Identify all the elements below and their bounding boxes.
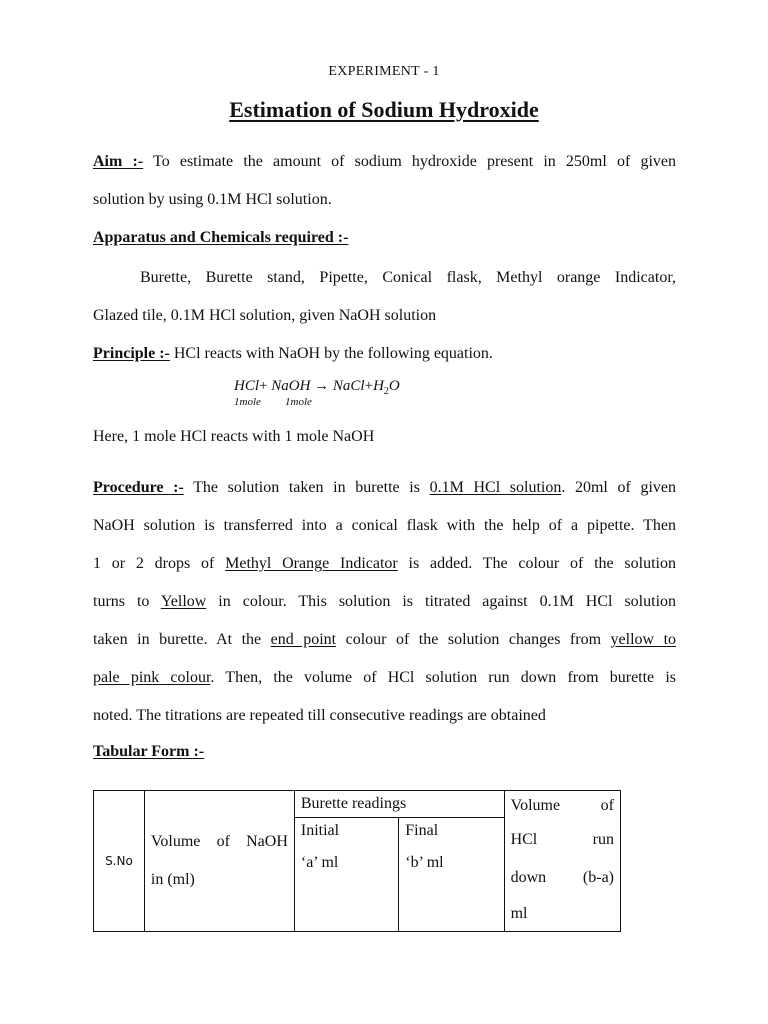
readings-table xyxy=(93,790,621,932)
header-initial-2: ‘a’ ml xyxy=(300,854,339,871)
procedure-line-1 xyxy=(93,469,676,507)
aim-heading: Aim :- xyxy=(93,153,144,170)
header-volume-hcl-1: Volume of xyxy=(510,797,614,814)
procedure-line-3 xyxy=(93,545,676,583)
header-volume-hcl xyxy=(504,791,620,932)
header-final-1: Final xyxy=(405,822,439,839)
eq-sub-2: 2 xyxy=(383,386,389,397)
apparatus-line-1: Burette, Burette stand, Pipette, Conical flask, Methyl orange Indicator, xyxy=(140,269,676,286)
eq-mole-2: 1mole xyxy=(285,396,312,408)
eq-plus: + xyxy=(259,378,268,394)
header-volume-naoh xyxy=(144,791,294,932)
procedure-text-4b: in colour. This solution is titrated against 0.1M HCl solution xyxy=(218,593,677,610)
page-title: Estimation of Sodium Hydroxide xyxy=(229,97,539,122)
header-initial xyxy=(294,818,398,932)
eq-o: O xyxy=(388,378,400,394)
reaction-equation xyxy=(234,378,400,397)
principle-note: Here, 1 mole HCl reacts with 1 mole NaOH xyxy=(93,428,375,445)
aim-text-1: To estimate the amount of sodium hydroxide present in 250ml of given xyxy=(153,153,677,170)
aim-line-1 xyxy=(93,143,676,181)
header-volume-naoh-2: in (ml) xyxy=(150,871,195,888)
procedure-underline-yellow: Yellow xyxy=(160,593,207,610)
procedure-line-5 xyxy=(93,621,676,659)
procedure-text-4a: turns to xyxy=(93,593,150,610)
header-volume-hcl-3: down (b-a) xyxy=(510,869,614,886)
procedure-underline-pale-pink: pale pink colour xyxy=(93,669,211,686)
procedure-text-1a: The solution taken in burette is xyxy=(193,479,420,496)
apparatus-heading: Apparatus and Chemicals required :- xyxy=(93,229,349,246)
aim-line-2: solution by using 0.1M HCl solution. xyxy=(93,191,332,208)
eq-mole-1: 1mole xyxy=(234,396,261,408)
tabular-heading: Tabular Form :- xyxy=(93,743,205,760)
procedure-line-6 xyxy=(93,659,676,697)
procedure-underline-yellow-to: yellow to xyxy=(610,631,677,648)
eq-naoh: NaOH xyxy=(271,378,311,394)
equation-moles xyxy=(234,396,312,408)
eq-arrow: → xyxy=(314,378,330,394)
header-sno: S.No xyxy=(94,791,145,932)
eq-hcl: HCl xyxy=(234,378,260,394)
procedure-heading: Procedure :- xyxy=(93,479,184,496)
header-final xyxy=(399,818,504,932)
principle-line xyxy=(93,335,493,373)
principle-text: HCl reacts with NaOH by the following equation. xyxy=(173,345,493,362)
header-final-2: ‘b’ ml xyxy=(405,854,444,871)
procedure-text-3a: 1 or 2 drops of xyxy=(93,555,215,572)
procedure-line-4 xyxy=(93,583,676,621)
procedure-text-5a: taken in burette. At the xyxy=(93,631,262,648)
header-volume-hcl-2: HCl run xyxy=(510,831,614,848)
header-volume-naoh-1: Volume of NaOH xyxy=(150,833,288,850)
procedure-underline-indicator: Methyl Orange Indicator xyxy=(225,555,398,572)
header-burette-readings: Burette readings xyxy=(294,791,504,818)
procedure-text-3b: is added. The colour of the solution xyxy=(408,555,676,572)
eq-nacl: NaCl xyxy=(332,378,365,394)
eq-plus-2: + xyxy=(364,378,374,394)
procedure-line-7: noted. The titrations are repeated till consecutive readings are obtained xyxy=(93,707,546,724)
procedure-underline-end-point: end point xyxy=(270,631,337,648)
eq-h: H xyxy=(373,378,384,394)
procedure-text-5b: colour of the solution changes from xyxy=(345,631,602,648)
principle-heading: Principle :- xyxy=(93,345,170,362)
apparatus-line-2: Glazed tile, 0.1M HCl solution, given NaOH solution xyxy=(93,307,437,324)
procedure-underline-hcl: 0.1M HCl solution xyxy=(429,479,562,496)
procedure-text-6b: . Then, the volume of HCl solution run down from burette is xyxy=(210,669,676,686)
experiment-number: EXPERIMENT - 1 xyxy=(328,64,440,79)
header-initial-1: Initial xyxy=(300,822,340,839)
header-volume-hcl-4: ml xyxy=(510,905,528,922)
procedure-text-1b: . 20ml of given xyxy=(561,479,677,496)
procedure-line-2: NaOH solution is transferred into a conical flask with the help of a pipette. Then xyxy=(93,517,676,534)
